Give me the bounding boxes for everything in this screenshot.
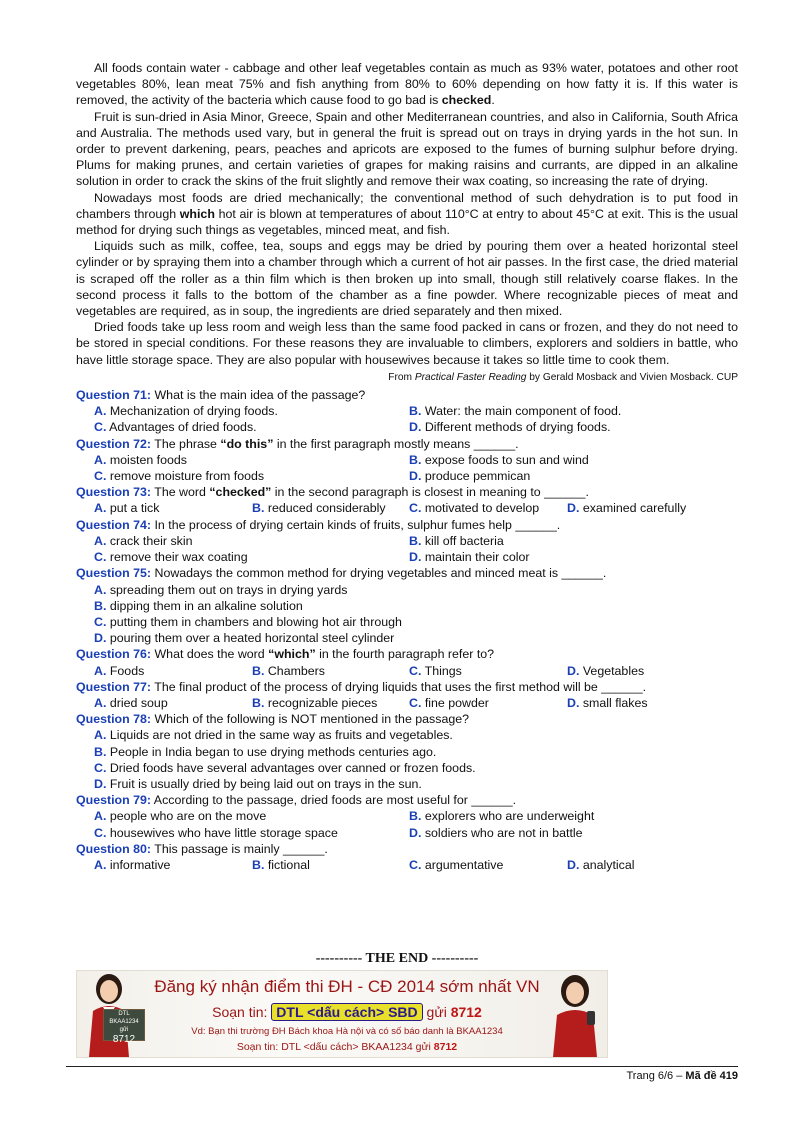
answer-options bbox=[94, 452, 738, 484]
option-text: spreading them out on trays in drying yards bbox=[106, 582, 348, 597]
question-number: Question 76: bbox=[76, 647, 152, 662]
answer-option[interactable] bbox=[567, 695, 707, 711]
option-text: Fruit is usually dried by being laid out on trays in the sun. bbox=[106, 776, 422, 791]
question-block bbox=[76, 387, 738, 436]
question-stem bbox=[76, 387, 738, 403]
passage-paragraph bbox=[76, 190, 738, 239]
option-letter: B. bbox=[409, 533, 422, 548]
banner-compose-label: Soạn tin: bbox=[212, 1004, 272, 1020]
answer-option[interactable] bbox=[94, 760, 738, 776]
option-text: Dried foods have several advantages over canned or frozen foods. bbox=[106, 760, 476, 775]
answer-option[interactable] bbox=[94, 468, 409, 484]
answer-option[interactable] bbox=[94, 727, 738, 743]
option-text: housewives who have little storage space bbox=[106, 825, 338, 840]
question-number: Question 77: bbox=[76, 679, 152, 694]
answer-option[interactable] bbox=[252, 500, 409, 516]
option-letter: C. bbox=[94, 420, 107, 435]
banner-title: Đăng ký nhận điểm thi ĐH - CĐ 2014 sớm nhất VN bbox=[154, 977, 540, 996]
option-text: recognizable pieces bbox=[264, 695, 378, 710]
answer-option[interactable] bbox=[94, 663, 252, 679]
option-letter: A. bbox=[94, 404, 107, 419]
question-block bbox=[76, 646, 738, 678]
option-text: Liquids are not dried in the same way as fruits and vegetables. bbox=[106, 728, 453, 743]
paragraph-text: All foods contain water - cabbage and other leaf vegetables contain as much as 93% water, potatoes and other root vegetables 80%, lean meat 75% and fish anything from 80% to 60% depending on how fatty it is. If this water is removed, the activity of the bacteria which cause food to go bad is bbox=[76, 61, 738, 108]
question-stem bbox=[76, 841, 738, 857]
answer-option[interactable] bbox=[409, 825, 724, 841]
question-text: in the fourth paragraph refer to? bbox=[315, 647, 495, 662]
question-block bbox=[76, 436, 738, 485]
question-block bbox=[76, 679, 738, 711]
answer-option[interactable] bbox=[409, 808, 724, 824]
question-text: The final product of the process of drying liquids that uses the first method will be ______. bbox=[151, 679, 647, 694]
option-letter: D. bbox=[409, 420, 422, 435]
option-letter: A. bbox=[94, 728, 107, 743]
question-text: According to the passage, dried foods are most useful for ______. bbox=[151, 793, 517, 808]
question-block bbox=[76, 565, 738, 646]
option-letter: C. bbox=[409, 501, 422, 516]
page-number: Trang 6/6 – bbox=[626, 1070, 686, 1082]
question-keyword: “do this” bbox=[220, 436, 274, 451]
option-letter: A. bbox=[94, 857, 107, 872]
answer-option[interactable] bbox=[252, 857, 409, 873]
option-letter: C. bbox=[94, 760, 107, 775]
answer-option[interactable] bbox=[94, 744, 738, 760]
option-text: putting them in chambers and blowing hot air through bbox=[106, 614, 402, 629]
option-letter: A. bbox=[94, 809, 107, 824]
banner-example: Vd: Bạn thi trường ĐH Bách khoa Hà nội và có số báo danh là BKAA1234 bbox=[191, 1026, 503, 1037]
option-text: expose foods to sun and wind bbox=[421, 452, 589, 467]
question-stem bbox=[76, 436, 738, 452]
option-text: examined carefully bbox=[579, 501, 687, 516]
answer-option[interactable] bbox=[252, 695, 409, 711]
option-text: remove moisture from foods bbox=[106, 469, 265, 484]
question-keyword: “which” bbox=[268, 647, 316, 662]
option-letter: B. bbox=[252, 663, 265, 678]
question-text: This passage is mainly ______. bbox=[151, 841, 328, 856]
option-letter: A. bbox=[94, 501, 107, 516]
option-letter: B. bbox=[252, 857, 265, 872]
option-text: maintain their color bbox=[421, 550, 530, 565]
banner-example-number: 8712 bbox=[433, 1041, 458, 1053]
question-text: The word bbox=[151, 485, 210, 500]
option-text: fine powder bbox=[421, 695, 489, 710]
option-letter: C. bbox=[94, 614, 107, 629]
paragraph-text: . bbox=[491, 93, 495, 108]
paragraph-text: Nowadays most foods are dried mechanically; the conventional method of such dehydration is to put food in chambers through bbox=[76, 190, 738, 221]
passage-paragraph bbox=[76, 238, 738, 319]
option-letter: D. bbox=[567, 663, 580, 678]
option-text: motivated to develop bbox=[421, 501, 540, 516]
answer-option[interactable] bbox=[252, 663, 409, 679]
question-block bbox=[76, 841, 738, 873]
question-number: Question 73: bbox=[76, 485, 152, 500]
option-letter: D. bbox=[567, 857, 580, 872]
option-text: Advantages of dried foods. bbox=[106, 420, 257, 435]
option-text: analytical bbox=[579, 857, 635, 872]
option-letter: A. bbox=[94, 533, 107, 548]
sms-sign bbox=[103, 1009, 145, 1045]
option-text: pouring them over a heated horizontal steel cylinder bbox=[106, 631, 395, 646]
passage-paragraph bbox=[76, 319, 738, 368]
option-text: Foods bbox=[106, 663, 145, 678]
banner-sms-number: 8712 bbox=[450, 1004, 482, 1020]
option-text: informative bbox=[106, 857, 171, 872]
answer-option[interactable] bbox=[567, 857, 707, 873]
exam-code: Mã đề 419 bbox=[685, 1070, 738, 1082]
paragraph-text: Dried foods take up less room and weigh less than the same food packed in cans or frozen, and they do not need to be stored in special conditions. For these reasons they are invaluable to climbers, explorers and soldiers in battle, who have little storage space. They are also popular with housewives because it takes so little time to cook them. bbox=[76, 320, 738, 367]
option-letter: D. bbox=[94, 776, 107, 791]
option-letter: D. bbox=[409, 469, 422, 484]
option-letter: B. bbox=[94, 744, 107, 759]
answer-option[interactable] bbox=[94, 857, 252, 873]
question-block bbox=[76, 792, 738, 841]
option-letter: C. bbox=[409, 695, 422, 710]
answer-option[interactable] bbox=[94, 598, 738, 614]
answer-option[interactable] bbox=[94, 614, 738, 630]
student-illustration-left bbox=[81, 971, 141, 1057]
answer-option[interactable] bbox=[409, 419, 724, 435]
option-letter: B. bbox=[409, 452, 422, 467]
option-text: dipping them in an alkaline solution bbox=[106, 598, 303, 613]
question-number: Question 74: bbox=[76, 517, 152, 532]
option-text: Vegetables bbox=[579, 663, 645, 678]
passage-paragraph bbox=[76, 60, 738, 109]
answer-option[interactable] bbox=[567, 663, 707, 679]
option-letter: B. bbox=[252, 501, 265, 516]
banner-send-label: gửi bbox=[422, 1004, 451, 1020]
option-text: put a tick bbox=[106, 501, 160, 516]
option-text: reduced considerably bbox=[264, 501, 386, 516]
answer-options bbox=[94, 582, 738, 647]
option-letter: A. bbox=[94, 452, 107, 467]
option-text: crack their skin bbox=[106, 533, 193, 548]
option-text: argumentative bbox=[421, 857, 504, 872]
banner-sms-instruction bbox=[147, 1003, 547, 1021]
option-text: small flakes bbox=[579, 695, 648, 710]
the-end-marker: ---------- THE END ---------- bbox=[315, 951, 479, 966]
option-letter: C. bbox=[94, 825, 107, 840]
answer-options bbox=[94, 857, 738, 873]
answer-option[interactable] bbox=[94, 695, 252, 711]
option-letter: D. bbox=[409, 825, 422, 840]
question-stem bbox=[76, 646, 738, 662]
question-number: Question 79: bbox=[76, 793, 152, 808]
option-letter: B. bbox=[409, 809, 422, 824]
page-footer bbox=[627, 1070, 739, 1082]
option-letter: A. bbox=[94, 695, 107, 710]
citation-authors: by Gerald Mosback and Vivien Mosback. CUP bbox=[526, 371, 738, 383]
option-letter: D. bbox=[94, 631, 107, 646]
answer-option[interactable] bbox=[409, 663, 567, 679]
passage-paragraph bbox=[76, 109, 738, 190]
option-letter: C. bbox=[94, 550, 107, 565]
answer-option[interactable] bbox=[94, 825, 409, 841]
question-stem bbox=[76, 484, 738, 500]
question-number: Question 75: bbox=[76, 566, 152, 581]
option-text: people who are on the move bbox=[106, 809, 267, 824]
answer-options bbox=[94, 403, 738, 435]
option-text: soldiers who are not in battle bbox=[421, 825, 583, 840]
highlighted-word: which bbox=[179, 206, 215, 221]
option-text: remove their wax coating bbox=[106, 550, 248, 565]
option-letter: B. bbox=[252, 695, 265, 710]
reading-passage bbox=[76, 60, 738, 368]
option-text: explorers who are underweight bbox=[421, 809, 595, 824]
citation-from: From bbox=[388, 371, 415, 383]
question-number: Question 78: bbox=[76, 712, 152, 727]
question-text: In the process of drying certain kinds of fruits, sulphur fumes help ______. bbox=[151, 517, 561, 532]
question-block bbox=[76, 711, 738, 792]
option-text: fictional bbox=[264, 857, 310, 872]
question-stem bbox=[76, 711, 738, 727]
option-letter: A. bbox=[94, 582, 107, 597]
option-letter: B. bbox=[409, 404, 422, 419]
answer-option[interactable] bbox=[94, 403, 409, 419]
answer-option[interactable] bbox=[94, 533, 409, 549]
sign-number: 8712 bbox=[112, 1034, 136, 1045]
question-stem bbox=[76, 565, 738, 581]
answer-option[interactable] bbox=[94, 808, 409, 824]
sign-code: DTL BKAA1234 bbox=[109, 1011, 139, 1025]
paragraph-text: Liquids such as milk, coffee, tea, soups and eggs may be dried by pouring them over a heated horizontal steel cylinder or by spraying them into a chamber through which a current of hot air passes. In the first case, the dried material is scraped off the roller as a thin film which is then broken up into small, though still relatively coarse flakes. In the second process it falls to the bottom of the chamber as a fine powder. Where recognizable pieces of meat and vegetables are required, as in soup, the ingredients are dried separately and then mixed. bbox=[76, 239, 738, 319]
exam-page bbox=[76, 60, 738, 873]
option-text: Things bbox=[421, 663, 462, 678]
option-text: moisten foods bbox=[106, 452, 187, 467]
answer-options bbox=[94, 663, 738, 679]
option-text: People in India began to use drying methods centuries ago. bbox=[106, 744, 437, 759]
question-keyword: “checked” bbox=[209, 485, 272, 500]
footer-divider bbox=[66, 1066, 738, 1067]
citation-title: Practical Faster Reading bbox=[414, 371, 527, 383]
banner-example-sms bbox=[147, 1041, 547, 1053]
answer-option[interactable] bbox=[409, 695, 567, 711]
answer-option[interactable] bbox=[567, 500, 707, 516]
option-letter: A. bbox=[94, 663, 107, 678]
answer-option[interactable] bbox=[94, 419, 409, 435]
answer-option[interactable] bbox=[94, 630, 738, 646]
answer-options bbox=[94, 695, 738, 711]
question-text: What is the main idea of the passage? bbox=[151, 388, 366, 403]
question-text: in the second paragraph is closest in meaning to ______. bbox=[271, 485, 589, 500]
student-illustration-right bbox=[547, 971, 603, 1057]
question-stem bbox=[76, 679, 738, 695]
option-text: Mechanization of drying foods. bbox=[106, 404, 278, 419]
question-stem bbox=[76, 792, 738, 808]
option-letter: D. bbox=[567, 695, 580, 710]
question-text: What does the word bbox=[151, 647, 269, 662]
question-number: Question 80: bbox=[76, 841, 152, 856]
option-text: kill off bacteria bbox=[421, 533, 504, 548]
option-text: Water: the main component of food. bbox=[421, 404, 622, 419]
question-text: in the first paragraph mostly means ______. bbox=[273, 436, 519, 451]
paragraph-text: Fruit is sun-dried in Asia Minor, Greece, Spain and other Mediterranean countries, and also in California, South Africa and Australia. The methods used vary, but in general the fruit is spread out on trays in drying yards in the hot sun. In order to prevent darkening, pears, peaches and apricots are exposed to the fumes of burning sulphur before drying. Plums for making prunes, and certain varieties of grapes for making raisins and currants, are dipped in an alkaline solution in order to crack the skins of the fruit slightly and remove their wax coating, so increasing the rate of drying. bbox=[76, 109, 738, 189]
option-letter: C. bbox=[94, 469, 107, 484]
option-letter: B. bbox=[94, 598, 107, 613]
answer-option[interactable] bbox=[94, 582, 738, 598]
question-text: Which of the following is NOT mentioned in the passage? bbox=[151, 712, 470, 727]
answer-options bbox=[94, 808, 738, 840]
question-number: Question 71: bbox=[76, 388, 152, 403]
banner-sms-code: DTL <dấu cách> SBD bbox=[271, 1003, 422, 1021]
answer-options bbox=[94, 727, 738, 792]
question-text: Nowadays the common method for drying vegetables and minced meat is ______. bbox=[151, 566, 607, 581]
paragraph-text: hot air is blown at temperatures of about 110°C at entry to about 45°C at exit. This is the usual method for drying such things as vegetables, minced meat, and fish. bbox=[76, 206, 738, 238]
answer-option[interactable] bbox=[409, 403, 724, 419]
answer-options bbox=[94, 533, 738, 565]
option-text: Different methods of drying foods. bbox=[421, 420, 611, 435]
source-citation bbox=[76, 370, 738, 386]
sign-send: gửi bbox=[119, 1027, 129, 1033]
answer-option[interactable] bbox=[409, 500, 567, 516]
option-letter: D. bbox=[567, 501, 580, 516]
answer-option[interactable] bbox=[94, 500, 252, 516]
promo-banner[interactable] bbox=[76, 970, 608, 1058]
question-block bbox=[76, 484, 738, 516]
answer-option[interactable] bbox=[94, 452, 409, 468]
answer-option[interactable] bbox=[409, 468, 724, 484]
highlighted-word: checked bbox=[441, 93, 492, 108]
answer-option[interactable] bbox=[409, 533, 724, 549]
answer-option[interactable] bbox=[409, 549, 724, 565]
option-text: dried soup bbox=[106, 695, 168, 710]
question-block bbox=[76, 517, 738, 566]
answer-option[interactable] bbox=[94, 776, 738, 792]
answer-options bbox=[94, 500, 738, 516]
question-text: The phrase bbox=[151, 436, 221, 451]
banner-example-text: Soạn tin: DTL <dấu cách> BKAA1234 gửi bbox=[236, 1041, 434, 1053]
option-letter: C. bbox=[409, 857, 422, 872]
question-list bbox=[76, 387, 738, 873]
option-text: Chambers bbox=[264, 663, 326, 678]
question-stem bbox=[76, 517, 738, 533]
answer-option[interactable] bbox=[409, 452, 724, 468]
option-letter: C. bbox=[409, 663, 422, 678]
answer-option[interactable] bbox=[409, 857, 567, 873]
answer-option[interactable] bbox=[94, 549, 409, 565]
option-letter: D. bbox=[409, 550, 422, 565]
option-text: produce pemmican bbox=[421, 469, 531, 484]
question-number: Question 72: bbox=[76, 436, 152, 451]
